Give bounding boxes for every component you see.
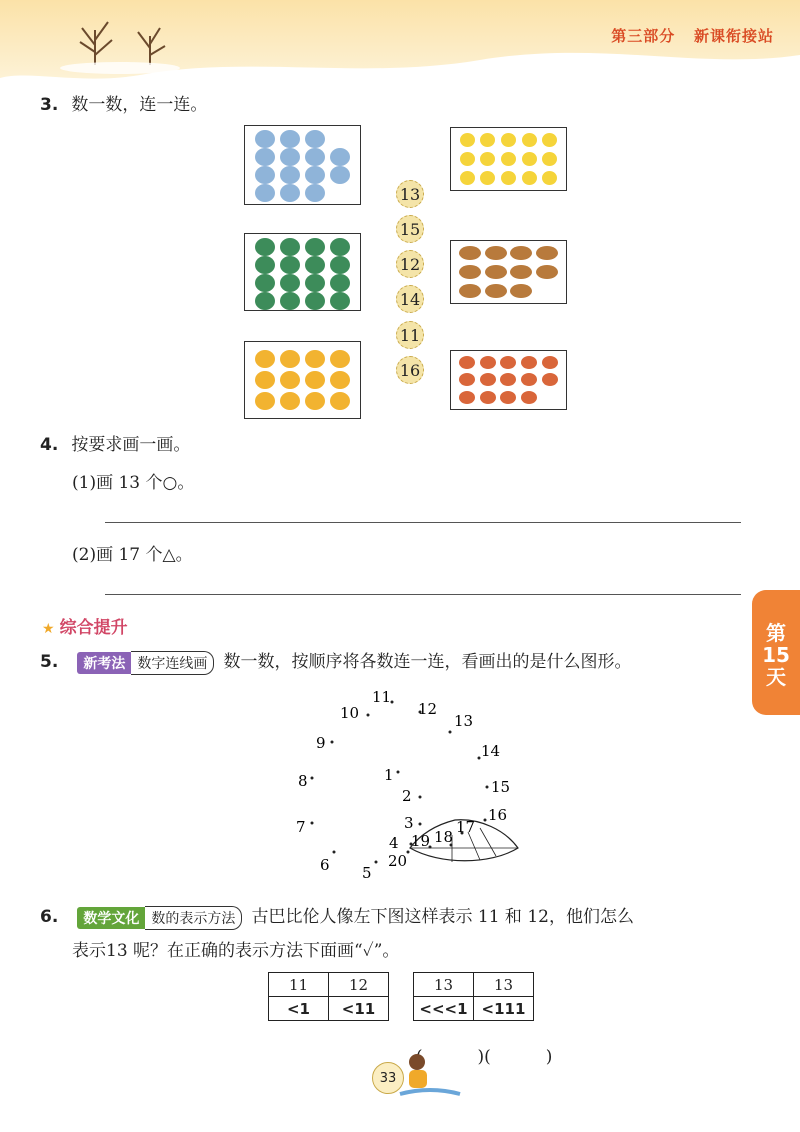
bee-icon (330, 148, 350, 166)
squirrel-icon (480, 356, 496, 369)
bee-icon (280, 184, 300, 202)
chick-icon (501, 133, 516, 147)
dot-label-5: 5 (362, 864, 372, 882)
chick-icon (460, 152, 475, 166)
turtle-icon (305, 256, 325, 274)
squirrel-icon (459, 356, 475, 369)
bee-icon (305, 130, 325, 148)
bee-icon (255, 184, 275, 202)
bee-icon (305, 166, 325, 184)
turtle-icon (305, 274, 325, 292)
page-number: 33 (372, 1062, 404, 1094)
q6-prompt-line2: 表示13 呢？在正确的表示方法下面画“✓”。 (72, 941, 400, 961)
dot-5 (375, 861, 378, 864)
dot-label-15: 15 (491, 778, 511, 796)
dot-label-4: 4 (389, 834, 399, 852)
bird-icon (330, 371, 350, 389)
day-tab (752, 590, 800, 715)
number-circle[interactable]: 15 (396, 215, 424, 243)
option-b-number: 13 (474, 973, 534, 997)
q4-answer-line-2[interactable] (105, 594, 741, 595)
turtle-icon (305, 238, 325, 256)
dot-label-12: 12 (418, 700, 438, 718)
dot-13 (449, 731, 452, 734)
q6-number: 6. (40, 907, 59, 927)
chick-icon (460, 171, 475, 185)
chick-icon (522, 152, 537, 166)
hedgehog-icon (459, 284, 481, 298)
q3-prompt: 数一数，连一连。 (71, 95, 208, 115)
q3-heading (40, 90, 207, 115)
dot-label-9: 9 (316, 734, 326, 752)
animal-box-birds[interactable] (244, 341, 361, 419)
chick-icon (542, 152, 557, 166)
header-title (611, 25, 774, 46)
bird-icon (280, 371, 300, 389)
hedgehog-icon (459, 246, 481, 260)
q6-prompt-line1: 古巴比伦人像左下图这样表示 11 和 12，他们怎么 (251, 907, 634, 927)
squirrel-icon (459, 391, 475, 404)
hedgehog-icon (536, 246, 558, 260)
bee-icon (255, 130, 275, 148)
squirrel-icon (542, 373, 558, 386)
bee-icon (280, 166, 300, 184)
day-tab-line3: 天 (766, 665, 786, 689)
option-a-symbol[interactable]: <<<1 (414, 997, 474, 1021)
turtle-icon (280, 238, 300, 256)
q4-part2: (2)画 17 个△。 (72, 545, 193, 565)
bee-icon (280, 148, 300, 166)
dot-label-8: 8 (298, 772, 308, 790)
day-tab-number: 15 (762, 643, 790, 667)
option-b-symbol[interactable]: <111 (474, 997, 534, 1021)
chick-icon (501, 152, 516, 166)
chick-icon (542, 133, 557, 147)
bee-icon (255, 148, 275, 166)
bird-icon (305, 371, 325, 389)
animal-box-turtles[interactable] (244, 233, 361, 311)
chick-icon (501, 171, 516, 185)
q5-tag-new-method: 新考法 (77, 652, 131, 674)
dot-label-18: 18 (434, 828, 454, 846)
bird-icon (330, 392, 350, 410)
dot-2 (419, 796, 422, 799)
hedgehog-icon (485, 284, 507, 298)
q6-tag-math-culture: 数学文化 (77, 907, 145, 929)
number-circle[interactable]: 12 (396, 250, 424, 278)
header-section: 新课衔接站 (693, 27, 774, 45)
section-title: 综合提升 (59, 618, 128, 638)
dot-label-6: 6 (320, 856, 330, 874)
day-tab-line1: 第 (766, 621, 786, 645)
star-icon: ★ (42, 621, 55, 637)
hedgehog-icon (536, 265, 558, 279)
bee-icon (330, 166, 350, 184)
bee-icon (280, 130, 300, 148)
dot-label-14: 14 (481, 742, 501, 760)
dot-label-13: 13 (454, 712, 474, 730)
q5-tag-dot-to-dot: 数字连线画 (131, 651, 214, 675)
hedgehog-icon (459, 265, 481, 279)
animal-box-bees[interactable] (244, 125, 361, 205)
dot-label-11: 11 (372, 688, 392, 706)
chick-icon (460, 133, 475, 147)
squirrel-icon (480, 373, 496, 386)
q4-prompt: 按要求画一画。 (71, 435, 191, 455)
given-symbol-11: <1 (269, 997, 329, 1021)
bee-icon (255, 166, 275, 184)
number-circle[interactable]: 14 (396, 285, 424, 313)
animal-box-squirrels[interactable] (450, 350, 567, 410)
hedgehog-icon (510, 265, 532, 279)
bird-icon (255, 392, 275, 410)
q4-answer-line-1[interactable] (105, 522, 741, 523)
paren-middle: )( (477, 1047, 491, 1067)
squirrel-icon (542, 356, 558, 369)
squirrel-icon (521, 373, 537, 386)
turtle-icon (280, 274, 300, 292)
dot-label-16: 16 (488, 806, 508, 824)
option-a-number: 13 (414, 973, 474, 997)
given-number-11: 11 (269, 973, 329, 997)
dot-16 (484, 819, 487, 822)
turtle-icon (305, 292, 325, 310)
number-circle[interactable]: 11 (396, 321, 424, 349)
paren-close-b: ) (545, 1047, 553, 1067)
turtle-icon (330, 274, 350, 292)
header-banner (0, 0, 800, 95)
dot-9 (331, 741, 334, 744)
hedgehog-icon (510, 246, 532, 260)
turtle-icon (255, 238, 275, 256)
bee-icon (305, 148, 325, 166)
dot-label-17: 17 (456, 818, 476, 836)
q5-number: 5. (40, 652, 59, 672)
dot-6 (333, 851, 336, 854)
dot-label-2: 2 (402, 787, 412, 805)
bird-icon (255, 371, 275, 389)
turtle-icon (330, 238, 350, 256)
squirrel-icon (500, 391, 516, 404)
header-part: 第三部分 (611, 27, 676, 45)
squirrel-icon (521, 356, 537, 369)
chick-icon (522, 171, 537, 185)
bird-icon (280, 350, 300, 368)
section-heading (42, 613, 128, 638)
mascot-icon (395, 1050, 465, 1100)
hedgehog-icon (485, 265, 507, 279)
number-circle[interactable]: 13 (396, 180, 424, 208)
dot-label-10: 10 (340, 704, 360, 722)
chick-icon (522, 133, 537, 147)
bird-icon (255, 350, 275, 368)
dot-1 (397, 771, 400, 774)
dot-10 (367, 714, 370, 717)
dot-label-1: 1 (384, 766, 394, 784)
given-number-12: 12 (329, 973, 389, 997)
bird-icon (280, 392, 300, 410)
dot-3 (419, 823, 422, 826)
q4-part1: (1)画 13 个○。 (72, 473, 195, 493)
turtle-icon (330, 292, 350, 310)
babylonian-given-table (268, 972, 389, 1021)
number-circle[interactable]: 16 (396, 356, 424, 384)
hedgehog-icon (485, 246, 507, 260)
turtle-icon (255, 292, 275, 310)
squirrel-icon (480, 391, 496, 404)
bee-icon (305, 184, 325, 202)
squirrel-icon (459, 373, 475, 386)
chick-icon (542, 171, 557, 185)
squirrel-icon (500, 356, 516, 369)
q5-prompt: 数一数，按顺序将各数连一连，看画出的是什么图形。 (223, 652, 632, 672)
turtle-icon (255, 274, 275, 292)
dot-label-3: 3 (404, 814, 414, 832)
babylonian-options-table (413, 972, 534, 1021)
given-symbol-12: <11 (329, 997, 389, 1021)
turtle-icon (280, 292, 300, 310)
animal-box-hedgehogs[interactable] (450, 240, 567, 304)
bird-icon (305, 350, 325, 368)
dot-7 (311, 822, 314, 825)
bird-icon (305, 392, 325, 410)
chick-icon (480, 171, 495, 185)
dot-label-20: 20 (388, 852, 408, 870)
q3-number: 3. (40, 95, 59, 115)
turtle-icon (255, 256, 275, 274)
animal-box-chicks[interactable] (450, 127, 567, 191)
chick-icon (480, 133, 495, 147)
dot-8 (311, 777, 314, 780)
dot-label-7: 7 (296, 818, 306, 836)
dot-label-19: 19 (411, 832, 431, 850)
q6-heading (40, 902, 634, 930)
chick-icon (480, 152, 495, 166)
squirrel-icon (500, 373, 516, 386)
q6-tag-number-representation: 数的表示方法 (145, 906, 242, 930)
turtle-icon (280, 256, 300, 274)
q5-heading (40, 647, 631, 675)
q4-heading (40, 430, 190, 455)
hedgehog-icon (510, 284, 532, 298)
squirrel-icon (521, 391, 537, 404)
dot-to-dot-figure[interactable] (280, 680, 540, 885)
q4-number: 4. (40, 435, 59, 455)
turtle-icon (330, 256, 350, 274)
bird-icon (330, 350, 350, 368)
dot-15 (486, 786, 489, 789)
